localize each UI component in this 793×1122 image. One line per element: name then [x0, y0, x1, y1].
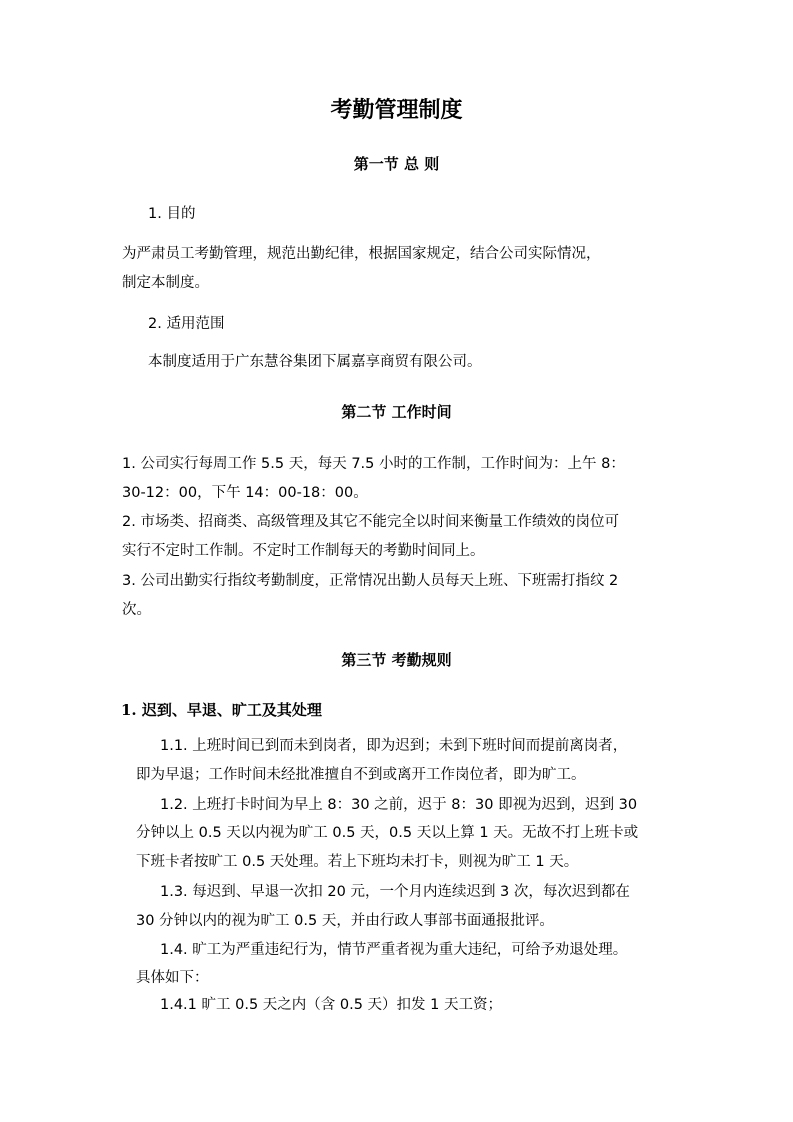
- s2-line-1: 1. 公司实行每周工作 5.5 天，每天 7.5 小时的工作制，工作时间为：上午 8：: [122, 456, 625, 472]
- section-2-heading: 第二节 工作时间: [341, 403, 452, 421]
- s1-purpose-line-2: 制定本制度。: [122, 275, 209, 291]
- s3-rule-1-2-line-2: 分钟以上 0.5 天以内视为旷工 0.5 天，0.5 天以上算 1 天。无故不打上班卡或: [136, 825, 639, 841]
- section-1-heading: 第一节 总 则: [353, 155, 440, 173]
- s2-line-6: 次。: [122, 602, 151, 618]
- s2-line-3: 2. 市场类、招商类、高级管理及其它不能完全以时间来衡量工作绩效的岗位可: [122, 514, 619, 530]
- document-title: 考勤管理制度: [330, 97, 463, 123]
- s2-line-2: 30-12：00，下午 14：00-18：00。: [122, 485, 368, 501]
- s3-rule-1-3-line-1: 1.3. 每迟到、早退一次扣 20 元，一个月内连续迟到 3 次，每次迟到都在: [160, 884, 630, 900]
- s2-line-5: 3. 公司出勤实行指纹考勤制度，正常情况出勤人员每天上班、下班需打指纹 2: [122, 573, 619, 589]
- s3-subheading-late-leave-absence: 1. 迟到、早退、旷工及其处理: [121, 701, 322, 719]
- s3-rule-1-4-1: 1.4.1 旷工 0.5 天之内（含 0.5 天）扣发 1 天工资；: [160, 997, 503, 1013]
- s3-rule-1-3-line-2: 30 分钟以内的视为旷工 0.5 天，并由行政人事部书面通报批评。: [136, 913, 554, 929]
- s1-scope-text: 本制度适用于广东慧谷集团下属嘉享商贸有限公司。: [148, 354, 482, 370]
- s3-rule-1-2-line-1: 1.2. 上班打卡时间为早上 8：30 之前，迟于 8：30 即视为迟到，迟到 30: [160, 797, 638, 813]
- s2-line-4: 实行不定时工作制。不定时工作制每天的考勤时间同上。: [122, 543, 485, 559]
- s3-rule-1-1-line-1: 1.1. 上班时间已到而未到岗者，即为迟到；未到下班时间而提前离岗者，: [160, 738, 628, 754]
- s3-rule-1-4-line-1: 1.4. 旷工为严重违纪行为，情节严重者视为重大违纪，可给予劝退处理。: [160, 942, 628, 958]
- s3-rule-1-2-line-3: 下班卡者按旷工 0.5 天处理。若上下班均未打卡，则视为旷工 1 天。: [136, 854, 579, 870]
- section-3-heading: 第三节 考勤规则: [341, 651, 452, 669]
- s1-purpose-line-1: 为严肃员工考勤管理，规范出勤纪律，根据国家规定，结合公司实际情况，: [122, 246, 601, 262]
- s3-rule-1-1-line-2: 即为早退；工作时间未经批准擅自不到或离开工作岗位者，即为旷工。: [136, 767, 586, 783]
- s1-item-scope: 2. 适用范围: [148, 316, 225, 332]
- s1-item-purpose: 1. 目的: [148, 206, 196, 222]
- s3-rule-1-4-line-2: 具体如下：: [136, 970, 209, 986]
